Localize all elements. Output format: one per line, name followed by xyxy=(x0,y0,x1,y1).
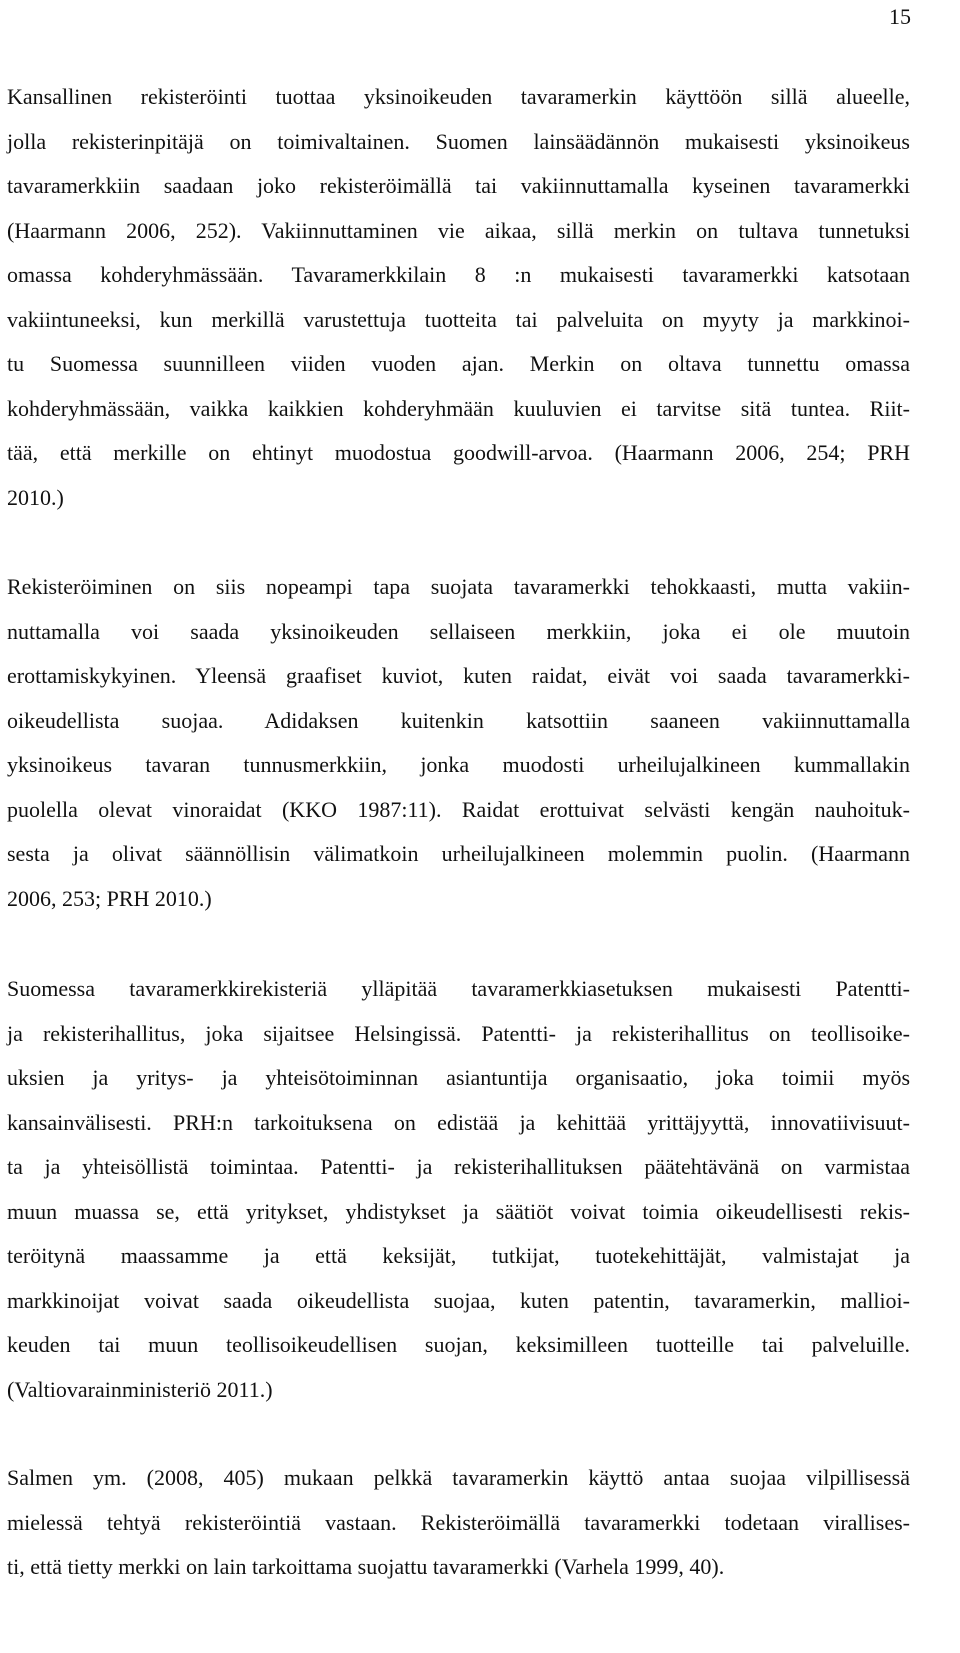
text-line: 2006, 253; PRH 2010.) xyxy=(7,885,212,911)
text-line: tää, että merkille on ehtinyt muodostua goodwill-arvoa. (Haarmann 2006, 254; PRH xyxy=(7,440,910,465)
text-line: Kansallinen rekisteröinti tuottaa yksinoikeuden tavaramerkin käyttöön sillä alueelle, xyxy=(7,84,910,109)
text-line: (Haarmann 2006, 252). Vakiinnuttaminen vie aikaa, sillä merkin on tultava tunnetuksi xyxy=(7,217,910,243)
text-line: puolella olevat vinoraidat (KKO 1987:11). Raidat erottuivat selvästi kengän nauhoituk- xyxy=(7,796,910,822)
text-line: tavaramerkkiin saadaan joko rekisteröimällä tai vakiinnuttamalla kyseinen tavaramerkki xyxy=(7,173,910,198)
text-line: nuttamalla voi saada yksinoikeuden sellaiseen merkkiin, joka ei ole muutoin xyxy=(7,618,910,644)
text-line: tu Suomessa suunnilleen viiden vuoden ajan. Merkin on oltava tunnettu omassa xyxy=(7,351,910,376)
paragraph-national-registration xyxy=(7,75,910,520)
text-line: uksien ja yritys- ja yhteisötoiminnan asiantuntija organisaatio, joka toimii myös xyxy=(7,1065,910,1090)
text-line: kansainvälisesti. PRH:n tarkoituksena on edistää ja kehittää yrittäjyyttä, innovatiivisuut- xyxy=(7,1109,910,1135)
text-line: (Valtiovarainministeriö 2011.) xyxy=(7,1376,273,1402)
text-line: 2010.) xyxy=(7,484,64,510)
text-line: sesta ja olivat säännöllisin välimatkoin urheilujalkineen molemmin puolin. (Haarmann xyxy=(7,841,910,866)
text-line: Suomessa tavaramerkkirekisteriä ylläpitää tavaramerkkiasetuksen mukaisesti Patentti- xyxy=(7,976,910,1001)
text-line: kohderyhmässään, vaikka kaikkien kohderyhmään kuuluvien ei tarvitse sitä tuntea. Riit- xyxy=(7,395,910,421)
text-line: Rekisteröiminen on siis nopeampi tapa suojata tavaramerkki tehokkaasti, mutta vakiin- xyxy=(7,574,910,599)
paragraph-prh xyxy=(7,967,910,1412)
text-line: muun muassa se, että yritykset, yhdistykset ja säätiöt voivat toimia oikeudellisesti rekis- xyxy=(7,1198,910,1224)
text-line: oikeudellista suojaa. Adidaksen kuitenkin katsottiin saaneen vakiinnuttamalla xyxy=(7,707,910,733)
text-line: markkinoijat voivat saada oikeudellista suojaa, kuten patentin, tavaramerkin, mallioi- xyxy=(7,1287,910,1313)
text-line: teröitynä maassamme ja että keksijät, tutkijat, tuotekehittäjät, valmistajat ja xyxy=(7,1243,910,1268)
text-line: yksinoikeus tavaran tunnusmerkkiin, jonka muodosti urheilujalkineen kummallakin xyxy=(7,752,910,777)
paragraph-registration-faster xyxy=(7,565,910,921)
page-number: 15 xyxy=(889,4,911,29)
text-line: mielessä tehtyä rekisteröintiä vastaan. Rekisteröimällä tavaramerkki todetaan virallises- xyxy=(7,1509,910,1535)
text-line: vakiintuneeksi, kun merkillä varustettuja tuotteita tai palveluita on myyty ja markkinoi- xyxy=(7,306,910,332)
text-line: omassa kohderyhmässään. Tavaramerkkilain 8 :n mukaisesti tavaramerkki katsotaan xyxy=(7,262,910,287)
paragraph-salmi xyxy=(7,1456,910,1590)
text-line: ta ja yhteisöllistä toimintaa. Patentti- ja rekisterihallituksen päätehtävänä on varmistaa xyxy=(7,1154,910,1179)
text-line: jolla rekisterinpitäjä on toimivaltainen. Suomen lainsäädännön mukaisesti yksinoikeus xyxy=(7,128,910,154)
text-line: Salmen ym. (2008, 405) mukaan pelkkä tavaramerkin käyttö antaa suojaa vilpillisessä xyxy=(7,1465,910,1490)
text-line: ja rekisterihallitus, joka sijaitsee Helsingissä. Patentti- ja rekisterihallitus on teollisoike- xyxy=(7,1020,910,1046)
text-line: erottamiskykyinen. Yleensä graafiset kuviot, kuten raidat, eivät voi saada tavaramerkki- xyxy=(7,663,910,688)
text-line: ti, että tietty merkki on lain tarkoittama suojattu tavaramerkki (Varhela 1999, 40). xyxy=(7,1554,725,1579)
text-line: keuden tai muun teollisoikeudellisen suojan, keksimilleen tuotteille tai palveluille. xyxy=(7,1332,910,1357)
